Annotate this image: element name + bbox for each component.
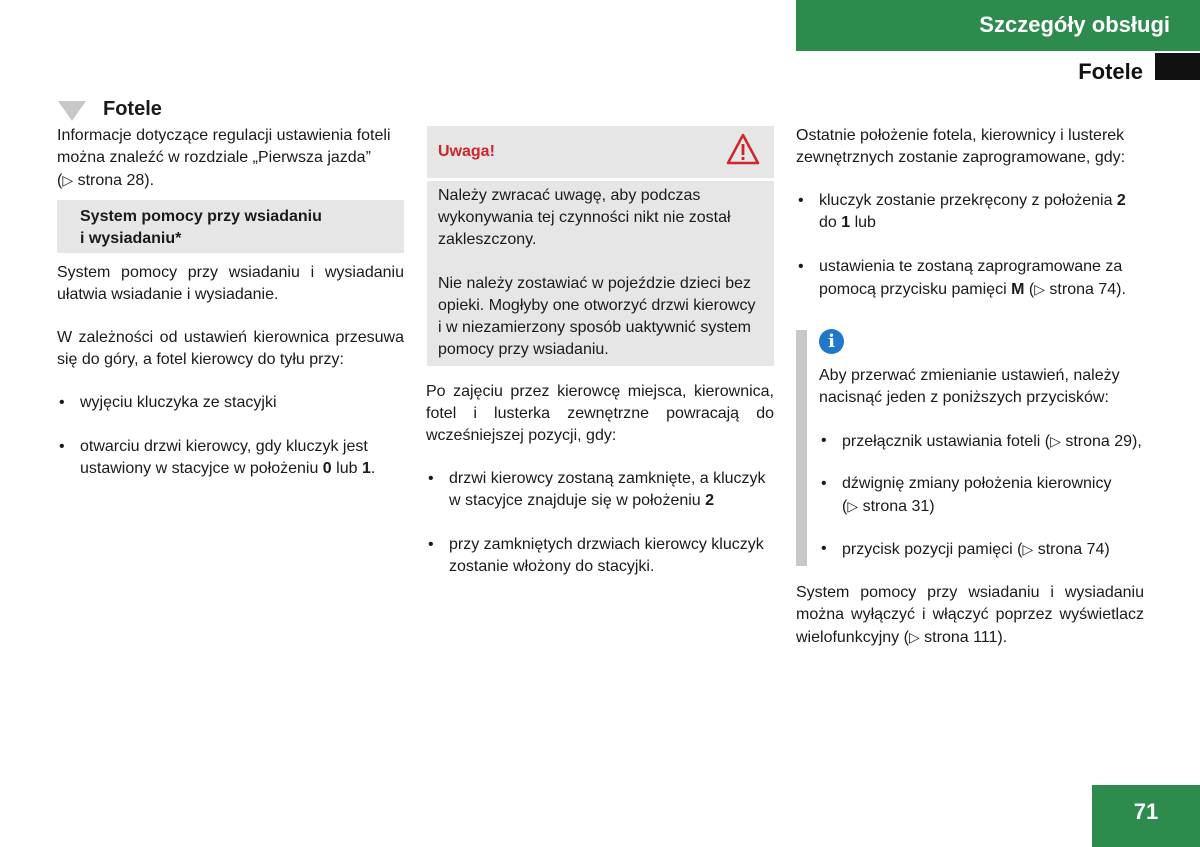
bullet-icon: • (821, 540, 827, 557)
page-ref-arrow-icon: ▷ (62, 172, 74, 188)
list-item: • przycisk pozycji pamięci (▷ strona 74) (821, 540, 1110, 558)
list-item: • kluczyk zostanie przekręcony z położenia 2 do 1 lub (798, 192, 1126, 231)
subheading-box (57, 200, 404, 253)
page-ref-arrow-icon: ▷ (1050, 433, 1061, 449)
triangle-marker-icon (58, 101, 86, 121)
list-item: • przy zamkniętych drzwiach kierowcy kluczyk zostanie włożony do stacyjki. (428, 536, 764, 575)
list-item: • otwarciu drzwi kierowcy, gdy kluczyk jest ustawiony w stacyjce w położeniu 0 lub 1. (59, 438, 376, 477)
warning-box (427, 126, 774, 366)
heading-label: Fotele (103, 98, 162, 120)
bullet-icon: • (798, 258, 804, 275)
page-number: 71 (1133, 799, 1159, 824)
warning-body (427, 181, 774, 366)
page-ref-arrow-icon: ▷ (1022, 541, 1034, 557)
bullet-icon: • (798, 192, 804, 209)
page-ref-arrow-icon: ▷ (847, 498, 859, 514)
subheading-line2: i wysiadaniu* (80, 230, 182, 247)
page-ref-arrow-icon: ▷ (1034, 281, 1045, 297)
bullet-icon: • (821, 475, 827, 492)
intro-text: Informacje dotyczące regulacji ustawienia foteli można znaleźć w rozdziale „Pierwsza jazda” (▷ strona 28). (57, 127, 391, 189)
bullet-icon: • (59, 438, 65, 455)
warning-header (427, 126, 774, 178)
bullet-icon: • (428, 536, 434, 553)
info-icon: i (819, 329, 844, 354)
subheading-line1: System pomocy przy wsiadaniu (80, 208, 322, 225)
left-para1: System pomocy przy wsiadaniu i wysiadaniu ułatwia wsiadanie i wysiadanie. (57, 264, 404, 303)
subsection-title: Fotele (1078, 59, 1143, 84)
bullet-icon: • (428, 470, 434, 487)
section-header-tab (796, 0, 1200, 51)
list-item: • drzwi kierowcy zostaną zamknięte, a kluczyk w stacyjce znajduje się w położeniu 2 (428, 470, 766, 509)
middle-para1: Po zajęciu przez kierowcę miejsca, kierownica, fotel i lusterka zewnętrzne powracają do wcześniejszej pozycji, gdy: (426, 383, 774, 444)
info-box-bar (796, 330, 807, 566)
page-ref-arrow-icon: ▷ (908, 629, 920, 645)
warning-title: Uwaga! (438, 143, 495, 160)
list-item: • dźwignię zmiany położenia kierownicy (▷ strona 31) (821, 475, 1112, 515)
info-text: Aby przerwać zmienianie ustawień, należy nacisnąć jeden z poniższych przycisków: (819, 367, 1120, 406)
warning-paragraph: Należy zwracać uwagę, aby podczas wykonywania tej czynności nikt nie został zakleszczony. (438, 187, 731, 248)
warning-paragraph: Nie należy zostawiać w pojeździe dzieci bez opieki. Mogłyby one otworzyć drzwi kierowcy i w niezamierzony sposób uaktywnić system pomocy przy wsiadaniu. (438, 275, 756, 358)
bullet-icon: • (59, 394, 65, 411)
subsection-marker (1155, 53, 1200, 80)
section-title: Szczegóły obsługi (979, 12, 1170, 37)
bullet-icon: • (821, 432, 827, 449)
right-para2: System pomocy przy wsiadaniu i wysiadaniu można wyłączyć i włączyć poprzez wyświetlacz wielofunkcyjny (▷ strona 111). (796, 584, 1144, 646)
list-item: • przełącznik ustawiania foteli (▷ strona 29), (821, 432, 1142, 450)
list-item: • wyjęciu kluczyka ze stacyjki (57, 392, 404, 414)
left-para2: W zależności od ustawień kierownica przesuwa się do góry, a fotel kierowcy do tyłu przy: (57, 329, 404, 368)
page-number-tab (1092, 785, 1200, 847)
left-column (57, 125, 404, 192)
list-item: • ustawienia te zostaną zaprogramowane za pomocą przycisku pamięci M (▷ strona 74). (798, 258, 1126, 298)
right-para1: Ostatnie położenie fotela, kierownicy i lusterek zewnętrznych zostanie zaprogramowane, gdy: (796, 127, 1126, 166)
warning-triangle-icon (726, 133, 760, 165)
